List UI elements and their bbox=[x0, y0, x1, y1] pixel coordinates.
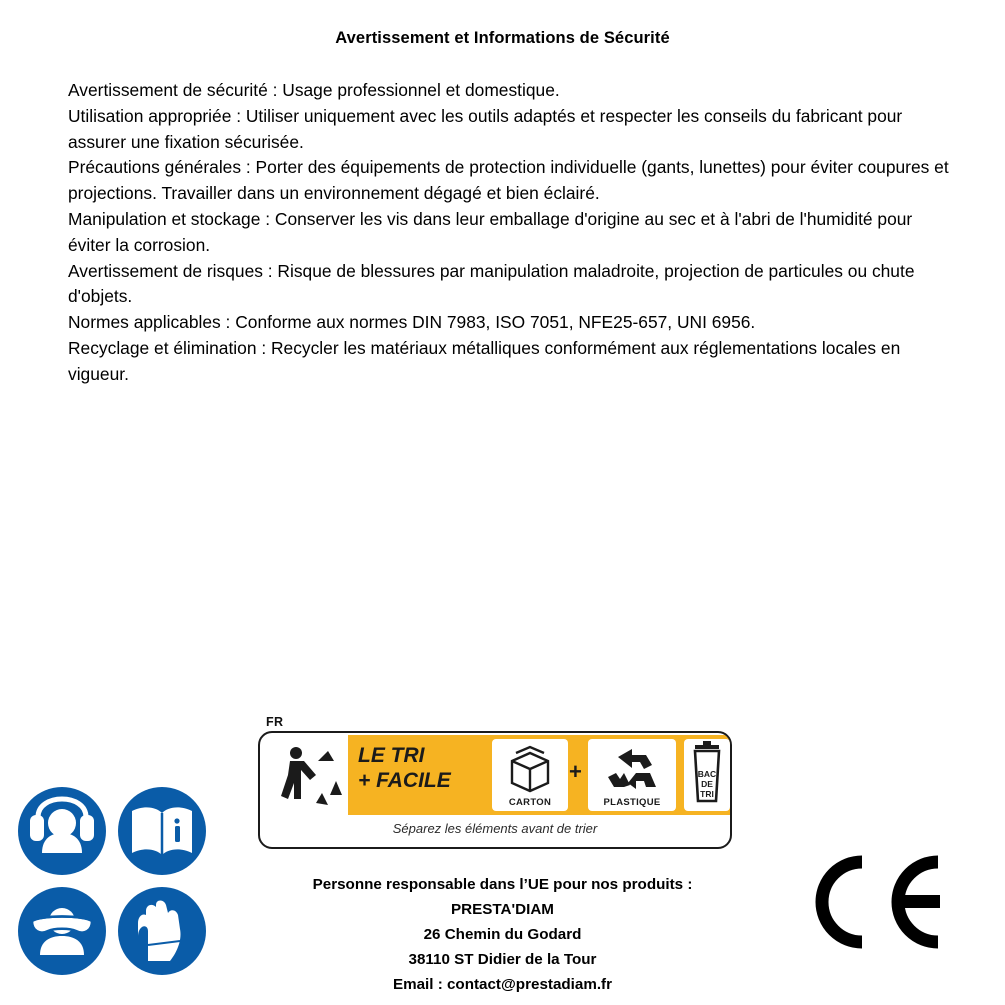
country-code-label: FR bbox=[266, 715, 284, 729]
triman-icon bbox=[268, 741, 346, 811]
company-city: 38110 ST Didier de la Tour bbox=[408, 951, 597, 968]
safety-paragraph: Avertissement de risques : Risque de blessures par manipulation maladroite, projection de particules ou chute d'objets. bbox=[68, 260, 915, 307]
responsible-person-line: Personne responsable dans l’UE pour nos produits : bbox=[312, 876, 693, 893]
label-instruction-caption: Séparez les éléments avant de trier bbox=[392, 821, 598, 836]
plastic-cell bbox=[588, 739, 676, 811]
safety-paragraph: Normes applicables : Conforme aux normes DIN 7983, ISO 7051, NFE25-657, UNI 6956. bbox=[68, 312, 756, 333]
bin-caption-line2: DE bbox=[701, 779, 713, 789]
label-headline-line2: + FACILE bbox=[358, 769, 451, 792]
read-manual-icon bbox=[118, 787, 206, 875]
carton-cell bbox=[492, 739, 568, 811]
label-headline bbox=[358, 743, 488, 793]
recycling-label bbox=[258, 715, 734, 850]
carton-caption: CARTON bbox=[508, 797, 552, 808]
page-title: Avertissement et Informations de Sécurité bbox=[335, 29, 670, 47]
safety-information-text bbox=[68, 78, 958, 388]
plastic-caption: PLASTIQUE bbox=[603, 797, 661, 808]
company-email: Email : contact@prestadiam.fr bbox=[392, 976, 613, 993]
safety-paragraph: Utilisation appropriée : Utiliser uniquement avec les outils adaptés et respecter les conseils du fabricant pour assurer une fixation sécurisée. bbox=[68, 105, 903, 152]
company-name: PRESTA'DIAM bbox=[451, 901, 554, 918]
bin-caption-line3: TRI bbox=[700, 789, 714, 799]
safety-paragraph: Manipulation et stockage : Conserver les vis dans leur emballage d'origine au sec et à l'abri de l'humidité pour éviter la corrosion. bbox=[68, 208, 913, 255]
ear-protection-icon bbox=[18, 787, 106, 875]
recycling-label-box bbox=[258, 731, 732, 849]
safety-paragraph: Avertissement de sécurité : Usage professionnel et domestique. bbox=[68, 80, 560, 100]
safety-paragraph: Précautions générales : Porter des équipements de protection individuelle (gants, lunettes) pour éviter coupures et projections. Travailler dans un environnement dégagé et bien éclairé. bbox=[68, 157, 949, 204]
bin-caption-line1: BAC bbox=[697, 769, 717, 779]
bin-caption bbox=[684, 769, 730, 799]
label-headline-line1: LE TRI bbox=[358, 744, 425, 767]
company-street: 26 Chemin du Godard bbox=[423, 926, 582, 943]
safety-paragraph: Recyclage et élimination : Recycler les matériaux métalliques conformément aux réglementations locales en vigueur. bbox=[68, 337, 901, 384]
ce-mark-icon bbox=[800, 852, 950, 952]
bin-cell bbox=[684, 739, 730, 811]
plus-icon: + bbox=[569, 759, 582, 784]
